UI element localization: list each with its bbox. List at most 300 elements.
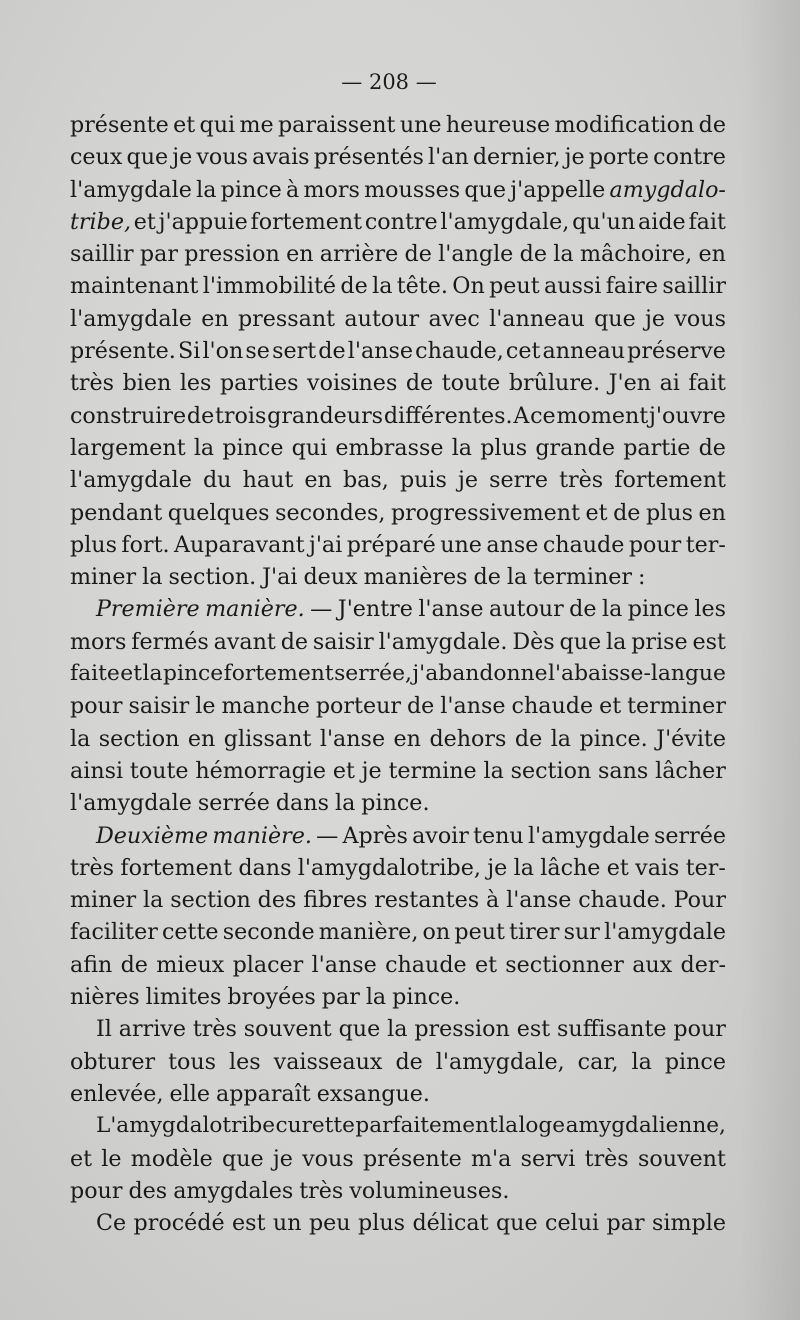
word: avais (252, 144, 310, 171)
word: très (584, 1145, 629, 1172)
word: que (126, 144, 169, 171)
word: broyées (227, 984, 316, 1011)
word: amygdalo- (609, 176, 726, 203)
word: l'amygdale (604, 919, 726, 946)
word: un (272, 1210, 302, 1237)
word: cet (505, 338, 541, 365)
word: à (286, 176, 300, 203)
word: voisines (307, 370, 398, 397)
word: loge (518, 1113, 566, 1139)
word: l'immobilité (202, 273, 337, 300)
word: plus (645, 499, 693, 526)
word: modification (554, 112, 695, 138)
word: ai (659, 370, 680, 397)
word: la (70, 725, 91, 752)
word: bas, (342, 467, 389, 494)
word: en (187, 725, 216, 752)
word: par (321, 984, 360, 1011)
text-line (70, 593, 726, 625)
word: en (393, 725, 421, 752)
word: l'anse (311, 951, 377, 978)
word: le (195, 693, 216, 720)
word: volumineuses. (349, 1177, 510, 1204)
word: l'amygdale. (378, 628, 508, 655)
word: exsangue. (316, 1080, 430, 1107)
word: présentés (313, 144, 424, 171)
word: toute (129, 757, 189, 784)
word: l'amygdalotribe, (297, 854, 481, 881)
text-line (70, 1175, 726, 1207)
word: une (440, 531, 482, 558)
word: ainsi (70, 757, 124, 784)
word: anse (486, 531, 539, 558)
word: peut (454, 919, 505, 946)
word: partie (623, 434, 691, 461)
word: de (280, 628, 309, 655)
word: de (404, 241, 432, 268)
word: manière. (205, 596, 305, 623)
word: en (201, 305, 229, 332)
word: et (585, 499, 608, 526)
word: en (304, 467, 332, 494)
word: fait (688, 370, 726, 397)
text-line (70, 464, 726, 496)
word: lâcher (655, 757, 726, 784)
word: l'anse (319, 725, 386, 752)
word: pince (627, 596, 689, 623)
word: fermés (131, 628, 209, 655)
word: faire (605, 273, 658, 300)
word: l'amygdale (70, 305, 192, 332)
word: Si (178, 338, 201, 365)
word: à (486, 887, 500, 914)
word: qui (291, 434, 328, 461)
word: contre (364, 208, 438, 235)
word: les (694, 596, 726, 623)
word: section (98, 725, 180, 752)
word: la (193, 434, 215, 461)
word: est (232, 1210, 266, 1237)
word: pour (673, 1016, 726, 1043)
word: moment (556, 402, 649, 429)
word: mâchoire, (579, 241, 693, 268)
word: contre (653, 144, 726, 171)
word: très (299, 1177, 344, 1204)
word: fait (688, 208, 726, 235)
word: avoir (412, 822, 469, 849)
word: tête. (396, 273, 448, 300)
word: fortement (223, 661, 334, 687)
word: ceux (70, 144, 123, 171)
text-line (70, 400, 726, 432)
word: tirer (509, 919, 560, 946)
text-line (70, 432, 726, 464)
word: manières (363, 564, 468, 591)
word: de (406, 693, 435, 720)
text-line (70, 884, 726, 916)
word: pince. (361, 790, 430, 817)
word: vaisseaux (273, 1048, 383, 1075)
text-line (70, 981, 726, 1013)
word: la (631, 1048, 652, 1075)
word: porteur (315, 693, 401, 720)
word: puis (399, 467, 447, 494)
word: préserve (627, 338, 726, 365)
word: fibres (303, 887, 368, 914)
word: l'angle (438, 241, 514, 268)
word: dernier, (472, 144, 561, 171)
word: de (514, 725, 543, 752)
body-text (70, 109, 726, 1239)
word: me (239, 112, 274, 138)
word: toute (441, 370, 501, 397)
word: très (70, 854, 115, 881)
word: pince (222, 434, 284, 461)
word: présente. (70, 338, 176, 365)
word: brûlure. (508, 370, 601, 397)
word: parfaitement (355, 1113, 498, 1139)
word: fortement (614, 467, 726, 494)
word: fortement (250, 208, 363, 235)
text-line (70, 1013, 726, 1045)
word: pince. (579, 725, 648, 752)
word: j'ai (308, 531, 343, 558)
word: sans (598, 757, 649, 784)
word: je (361, 757, 382, 784)
word: la (553, 241, 574, 268)
word: faite (70, 661, 120, 687)
word: la (143, 887, 164, 914)
word: J'en (608, 370, 652, 397)
word: A (513, 402, 530, 429)
word: se (245, 338, 270, 365)
text-line (70, 916, 726, 948)
word: parties (219, 370, 299, 397)
word: qui (199, 112, 236, 138)
word: On (452, 273, 485, 300)
word: Ce (96, 1210, 127, 1237)
word: pince (162, 661, 224, 687)
text-line (70, 141, 726, 173)
word: j'appelle (510, 176, 606, 203)
word: la (498, 1113, 518, 1139)
word: qu'un (572, 208, 636, 235)
word: simple (652, 1210, 726, 1237)
word: l'on (202, 338, 244, 365)
text-line (70, 1143, 726, 1175)
word: section (510, 757, 592, 784)
word: pour (70, 1177, 123, 1204)
text-line (70, 787, 726, 819)
word: je (272, 1145, 293, 1172)
word: sectionner (505, 951, 624, 978)
word: der- (680, 951, 726, 978)
word: aussi (543, 273, 602, 300)
word: l'amygdale (70, 176, 192, 203)
word: lâche (540, 854, 601, 881)
word: l'anneau (489, 305, 585, 332)
word: plus (480, 434, 528, 461)
word: sert (272, 338, 317, 365)
text-line (70, 303, 726, 335)
word: autour (344, 305, 420, 332)
word: porte (588, 144, 650, 171)
word: suffisante (557, 1016, 667, 1043)
word: dehors (429, 725, 507, 752)
word: et (133, 208, 156, 235)
word: la (196, 176, 217, 203)
word: plus (358, 1210, 405, 1237)
word: anneau (542, 338, 625, 365)
word: de (698, 434, 726, 461)
word: de (473, 564, 501, 591)
word: en (698, 499, 726, 526)
word: je (564, 144, 585, 171)
word: procédé (133, 1210, 225, 1237)
word: saisir (312, 628, 374, 655)
word: la (365, 984, 387, 1011)
word: faciliter (70, 919, 158, 946)
word: pression (414, 1016, 510, 1043)
word: de (395, 1048, 423, 1075)
word: pressant (237, 305, 336, 332)
word: souvent (637, 1145, 726, 1172)
word: des (257, 887, 297, 914)
word: limites (145, 984, 222, 1011)
word: tribe, (70, 208, 132, 235)
word: est (516, 1016, 551, 1043)
word: très (192, 1016, 237, 1043)
text-line (70, 1110, 726, 1142)
word: pour (70, 693, 123, 720)
word: souvent (243, 1016, 332, 1043)
word: — (316, 822, 339, 849)
word: Auparavant (173, 531, 305, 558)
word: de (120, 951, 148, 978)
word: que (464, 176, 506, 203)
word: largement (70, 434, 186, 461)
word: mors (303, 176, 360, 203)
word: et (599, 693, 622, 720)
word: la (550, 725, 572, 752)
word: par (606, 1210, 645, 1237)
word: servi (520, 1145, 576, 1172)
word: section. (168, 564, 257, 591)
word: tenu (473, 822, 524, 849)
text-line (70, 174, 726, 206)
word: des (128, 1177, 168, 1204)
word: seconde (222, 919, 315, 946)
word: du (202, 467, 232, 494)
word: vous (674, 305, 726, 332)
word: l'amygdale (527, 822, 650, 849)
word: en (286, 241, 314, 268)
word: de (318, 338, 346, 365)
word: l'an (428, 144, 469, 171)
word: la (513, 854, 534, 881)
word: aide (638, 208, 686, 235)
word: j'ouvre (649, 402, 726, 429)
word: l'amygdale (70, 790, 192, 817)
word: par (139, 241, 178, 268)
word: de (186, 402, 215, 429)
word: je (645, 305, 666, 332)
word: l'anse (440, 693, 506, 720)
word: pendant (70, 499, 163, 526)
word: autour (489, 596, 564, 623)
word: et (474, 951, 497, 978)
word: serre (489, 467, 549, 494)
word: tous (168, 1048, 217, 1075)
word: est (692, 628, 726, 655)
word: la (142, 661, 163, 687)
word: saillir (662, 273, 726, 300)
text-line (70, 1078, 726, 1110)
word: aux (632, 951, 673, 978)
word: et (173, 112, 196, 138)
word: terminer (627, 693, 726, 720)
word: restantes (374, 887, 480, 914)
text-line (70, 820, 726, 852)
word: vais (635, 854, 680, 881)
word: délicat (412, 1210, 489, 1237)
word: la (372, 273, 393, 300)
word: progressivement (390, 499, 580, 526)
word: présente (362, 1145, 462, 1172)
word: vous (302, 1145, 354, 1172)
word: mieux (156, 951, 225, 978)
word: de (569, 596, 597, 623)
word: que (495, 1210, 538, 1237)
word: la (451, 434, 473, 461)
word: enlevée, (70, 1080, 164, 1107)
word: Dès (512, 628, 555, 655)
word: J'entre (337, 596, 413, 623)
word: la (606, 628, 627, 655)
word: fortement (120, 854, 232, 881)
word: peu (308, 1210, 351, 1237)
text-line (70, 723, 726, 755)
text-line (70, 367, 726, 399)
word: bien (122, 370, 172, 397)
word: j'appuie (158, 208, 248, 235)
word: miner (70, 887, 137, 914)
word: que (222, 1145, 264, 1172)
word: la (334, 790, 356, 817)
word: que (559, 628, 602, 655)
text-line (70, 949, 726, 981)
word: dans (238, 854, 292, 881)
word: glissant (223, 725, 312, 752)
word: paraissent (277, 112, 396, 138)
word: l'amygdale, (435, 1048, 565, 1075)
word: elle (169, 1080, 210, 1107)
word: amygdalienne, (565, 1113, 726, 1139)
text-line (70, 335, 726, 367)
word: serrée (197, 790, 270, 817)
word: ter- (685, 854, 726, 881)
word: Première (96, 596, 200, 623)
word: embrasse (335, 434, 444, 461)
word: je (458, 467, 479, 494)
word: de (405, 370, 434, 397)
word: chaude (385, 951, 467, 978)
word: obturer (70, 1048, 156, 1075)
word: : (638, 564, 646, 591)
word: m'a (471, 1145, 512, 1172)
word: secondes, (275, 499, 386, 526)
text-line (70, 238, 726, 270)
word: la (387, 1016, 408, 1043)
text-line (70, 497, 726, 529)
word: la (483, 757, 504, 784)
word: la (601, 596, 623, 623)
word: je (487, 854, 508, 881)
word: de (698, 112, 726, 138)
word: modèle (130, 1145, 213, 1172)
text-line (70, 690, 726, 722)
word: très (559, 467, 604, 494)
word: pince. (392, 984, 461, 1011)
word: maintenant (70, 273, 199, 300)
word: avant (213, 628, 276, 655)
word: ce (530, 402, 556, 429)
word: en (698, 241, 726, 268)
word: serrée (654, 822, 726, 849)
text-line (70, 529, 726, 561)
word: la (506, 564, 528, 591)
page-number: — 208 — (341, 70, 437, 94)
word: quelques (167, 499, 270, 526)
word: heureuse (445, 112, 551, 138)
word: placer (232, 951, 304, 978)
word: termine (388, 757, 477, 784)
word: J'ai (262, 564, 298, 591)
word: je (172, 144, 193, 171)
word: pression (184, 241, 280, 268)
word: trois (214, 402, 267, 429)
word: pour (628, 531, 682, 558)
word: mousses (364, 176, 461, 203)
text-line (70, 1207, 726, 1239)
word: différentes. (383, 402, 513, 429)
text-line (70, 626, 726, 658)
word: peut (489, 273, 540, 300)
word: manière. (212, 822, 312, 849)
word: l'anse (506, 887, 572, 914)
word: et (606, 854, 629, 881)
word: de (519, 241, 547, 268)
word: de (340, 273, 368, 300)
text-line (70, 206, 726, 238)
word: la (142, 564, 163, 591)
word: J'évite (656, 725, 726, 752)
word: sur (563, 919, 600, 946)
word: haut (242, 467, 294, 494)
word: dans (275, 790, 329, 817)
word: serrée, (334, 661, 412, 687)
word: l'abaisse-langue (548, 661, 726, 687)
word: préparé (346, 531, 436, 558)
word: et (332, 757, 355, 784)
word: saillir (70, 241, 134, 268)
word: l'amygdale (70, 467, 192, 494)
word: L'amygdalotribe (96, 1113, 276, 1139)
word: et (70, 1145, 93, 1172)
word: Il (96, 1016, 112, 1043)
text-line (70, 270, 726, 302)
text-line (70, 109, 726, 141)
